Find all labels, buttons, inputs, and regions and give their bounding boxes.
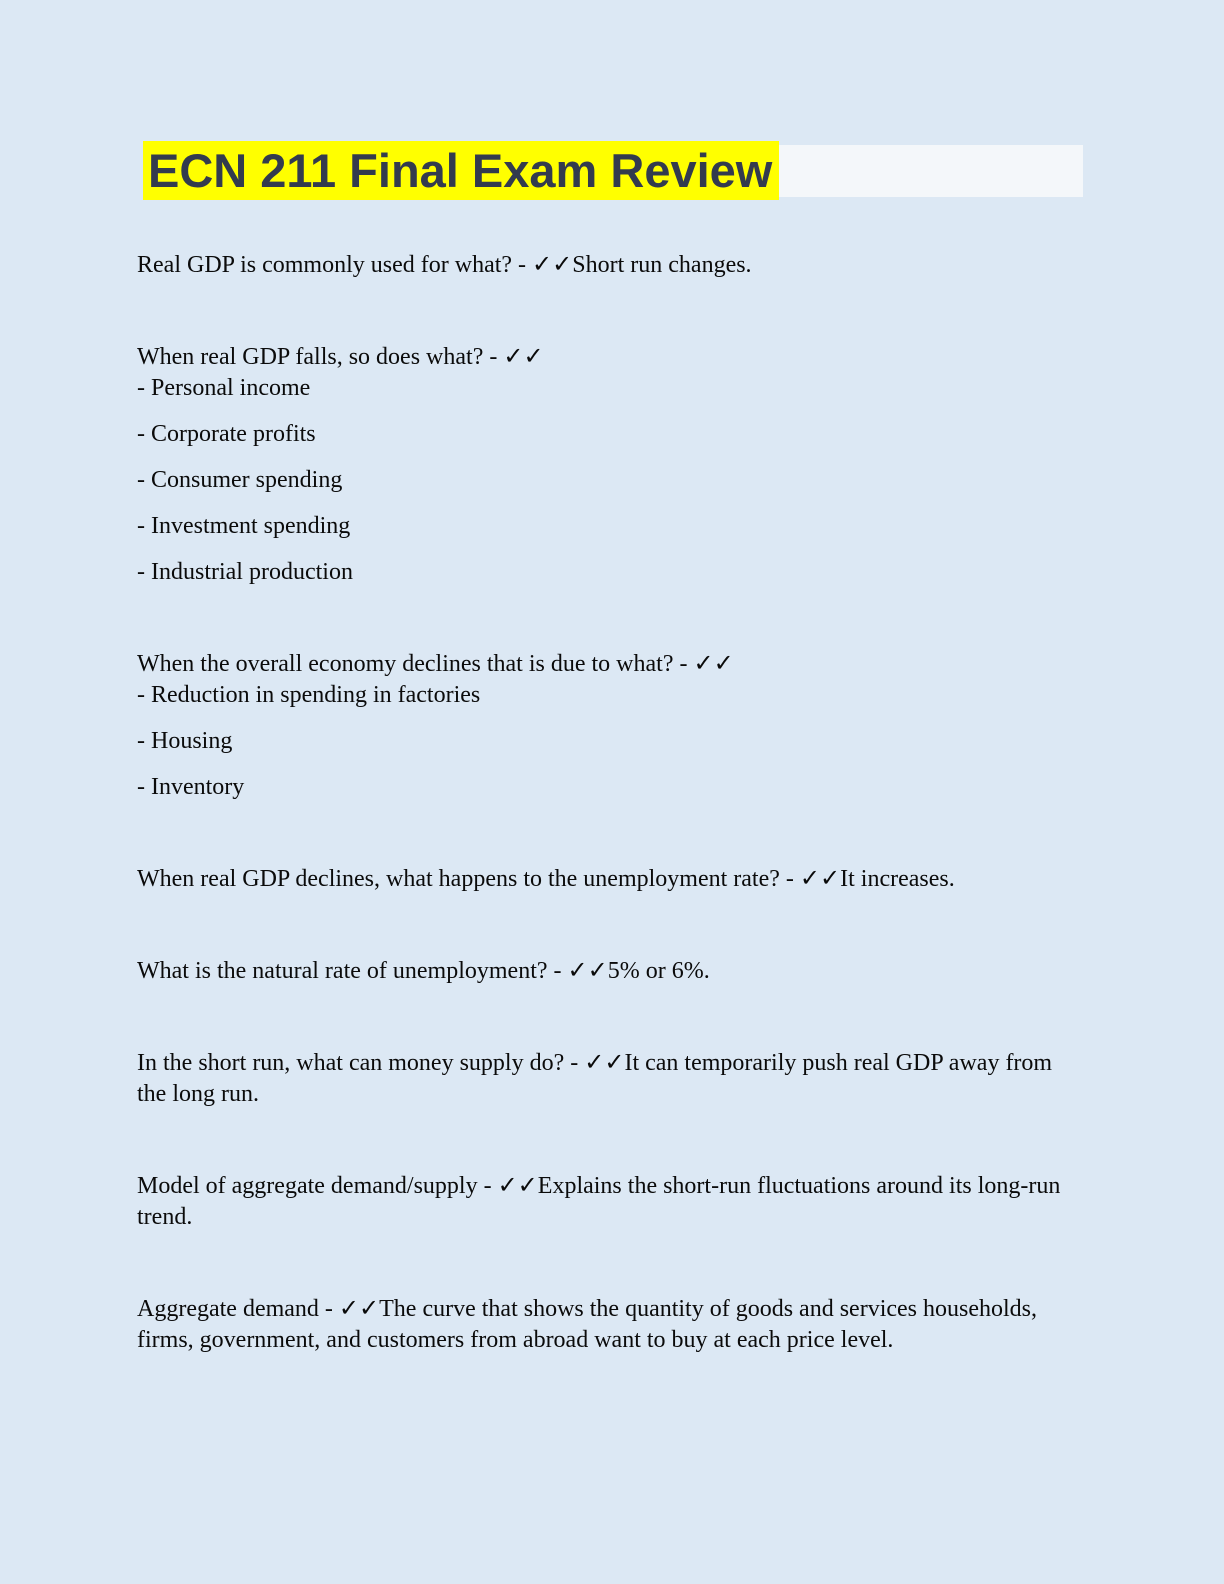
qa-group — [137, 250, 1083, 281]
document-content-area — [137, 141, 1083, 1371]
text-line: - Investment spending — [137, 513, 351, 539]
qa-group — [137, 649, 1083, 803]
qa-paragraph — [137, 864, 1083, 895]
text-line: the long run. — [137, 1081, 259, 1107]
text-line: firms, government, and customers from abroad want to buy at each price level. — [137, 1327, 894, 1353]
list-item — [137, 465, 1083, 496]
text-line: trend. — [137, 1204, 193, 1230]
group-spacer — [137, 296, 1083, 342]
text-line: - Consumer spending — [137, 467, 343, 493]
list-item — [137, 419, 1083, 450]
text-line: When real GDP falls, so does what? - ✓✓ — [137, 344, 544, 370]
qa-group — [137, 956, 1083, 987]
group-spacer — [137, 818, 1083, 864]
list-item — [137, 726, 1083, 757]
text-line: - Corporate profits — [137, 421, 316, 447]
list-item — [137, 557, 1083, 588]
qa-paragraph — [137, 1171, 1083, 1233]
text-line: In the short run, what can money supply do? - ✓✓It can temporarily push real GDP away from — [137, 1050, 1053, 1076]
qa-paragraph — [137, 956, 1083, 987]
text-line: - Inventory — [137, 774, 245, 800]
qa-paragraph — [137, 649, 1083, 711]
text-line: What is the natural rate of unemployment? - ✓✓5% or 6%. — [137, 958, 710, 984]
qa-group — [137, 342, 1083, 588]
title-block — [143, 141, 1083, 200]
group-spacer — [137, 1002, 1083, 1048]
text-line: Aggregate demand - ✓✓The curve that shows the quantity of goods and services households, — [137, 1296, 1037, 1322]
document-body — [137, 250, 1083, 1356]
page-title: ECN 211 Final Exam Review — [143, 141, 779, 200]
list-item — [137, 511, 1083, 542]
list-item — [137, 772, 1083, 803]
text-line: - Industrial production — [137, 559, 353, 585]
qa-paragraph — [137, 342, 1083, 404]
qa-group — [137, 1171, 1083, 1233]
qa-paragraph — [137, 250, 1083, 281]
text-line: - Personal income — [137, 375, 311, 401]
qa-paragraph — [137, 1048, 1083, 1110]
title-background-strip — [779, 145, 1083, 197]
text-line: Model of aggregate demand/supply - ✓✓Explains the short-run fluctuations around its long-run — [137, 1173, 1061, 1199]
group-spacer — [137, 1125, 1083, 1171]
qa-paragraph — [137, 1294, 1083, 1356]
qa-group — [137, 1048, 1083, 1110]
text-line: When real GDP declines, what happens to the unemployment rate? - ✓✓It increases. — [137, 866, 955, 892]
text-line: When the overall economy declines that is due to what? - ✓✓ — [137, 651, 734, 677]
text-line: Real GDP is commonly used for what? - ✓✓Short run changes. — [137, 252, 752, 278]
text-line: - Housing — [137, 728, 233, 754]
qa-group — [137, 864, 1083, 895]
group-spacer — [137, 603, 1083, 649]
group-spacer — [137, 910, 1083, 956]
qa-group — [137, 1294, 1083, 1356]
text-line: - Reduction in spending in factories — [137, 682, 481, 708]
group-spacer — [137, 1248, 1083, 1294]
